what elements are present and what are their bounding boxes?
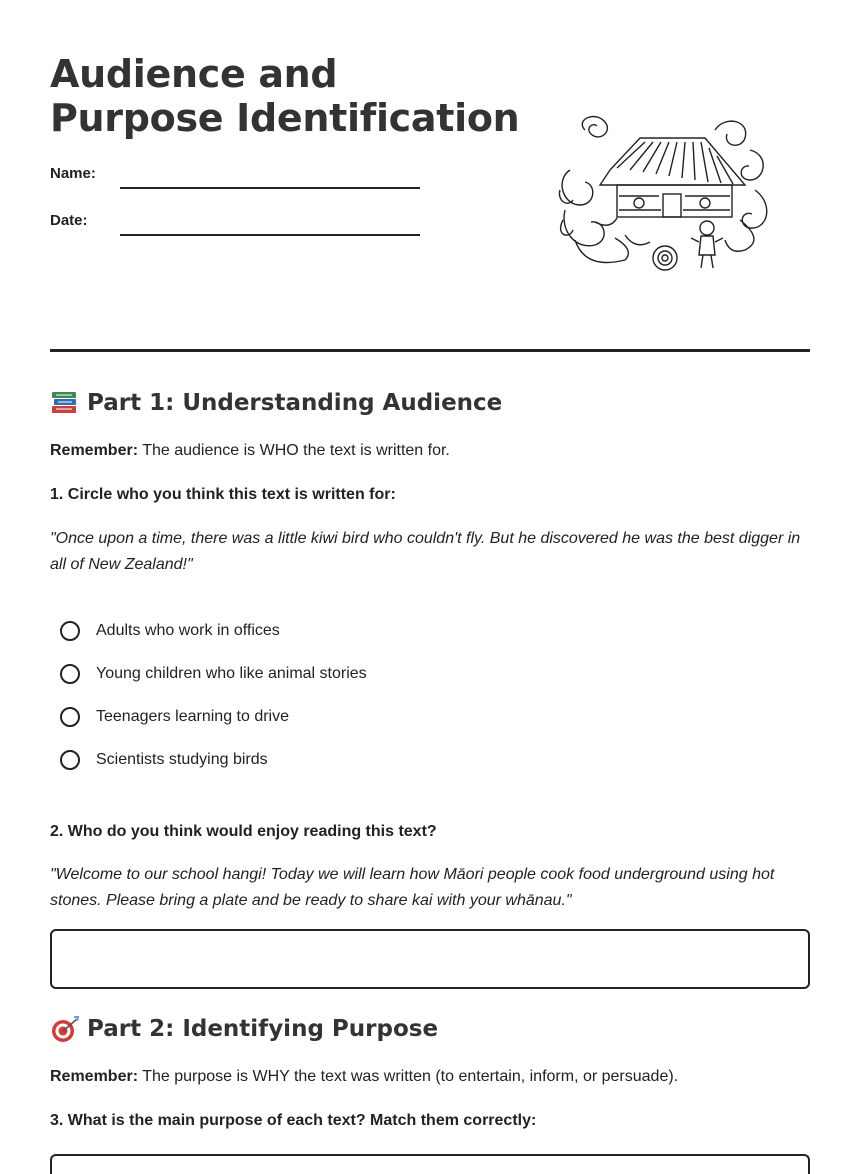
question-2: 2. Who do you think would enjoy reading this text? [50,823,437,840]
part2-heading [50,1014,438,1044]
remember-text: The purpose is WHY the text was written (to entertain, inform, or persuade). [138,1068,679,1085]
option-label: Adults who work in offices [96,622,280,639]
option-label: Teenagers learning to drive [96,708,290,725]
remember-label: Remember: [50,1068,139,1085]
part1-title: Part 1: Understanding Audience [87,390,503,416]
date-field[interactable] [120,234,420,236]
question-3: 3. What is the main purpose of each text? Match them correctly: [50,1112,537,1129]
target-icon [50,1015,80,1043]
books-icon [50,389,80,417]
option-1[interactable] [60,621,280,641]
option-3[interactable] [60,707,289,727]
remember-text: The audience is WHO the text is written for. [138,442,450,459]
radio-circle[interactable] [60,707,80,727]
option-4[interactable] [60,750,268,770]
question-1: 1. Circle who you think this text is written for: [50,486,396,503]
remember-label: Remember: [50,442,139,459]
part2-title: Part 2: Identifying Purpose [87,1016,439,1042]
name-field[interactable] [120,187,420,189]
name-label: Name: [50,165,96,182]
option-label: Young children who like animal stories [96,665,367,682]
wharenui-illustration [555,110,780,275]
part2-remember [50,1064,810,1089]
option-2[interactable] [60,664,367,684]
radio-circle[interactable] [60,664,80,684]
section-divider [50,349,810,352]
radio-circle[interactable] [60,750,80,770]
part1-remember [50,438,810,463]
option-label: Scientists studying birds [96,751,268,768]
radio-circle[interactable] [60,621,80,641]
match-table [50,1154,810,1174]
answer-box-2[interactable] [50,929,810,989]
quote-1: "Once upon a time, there was a little kiwi bird who couldn't fly. But he discovered he was the best digger in all of New Zealand!" [50,530,801,573]
page-title: Audience and Purpose Identification [50,52,520,140]
quote-2: "Welcome to our school hangi! Today we will learn how Māori people cook food underground using hot stones. Please bring a plate and be ready to share kai with your whānau." [50,866,775,909]
part1-heading [50,388,502,418]
date-label: Date: [50,212,88,229]
